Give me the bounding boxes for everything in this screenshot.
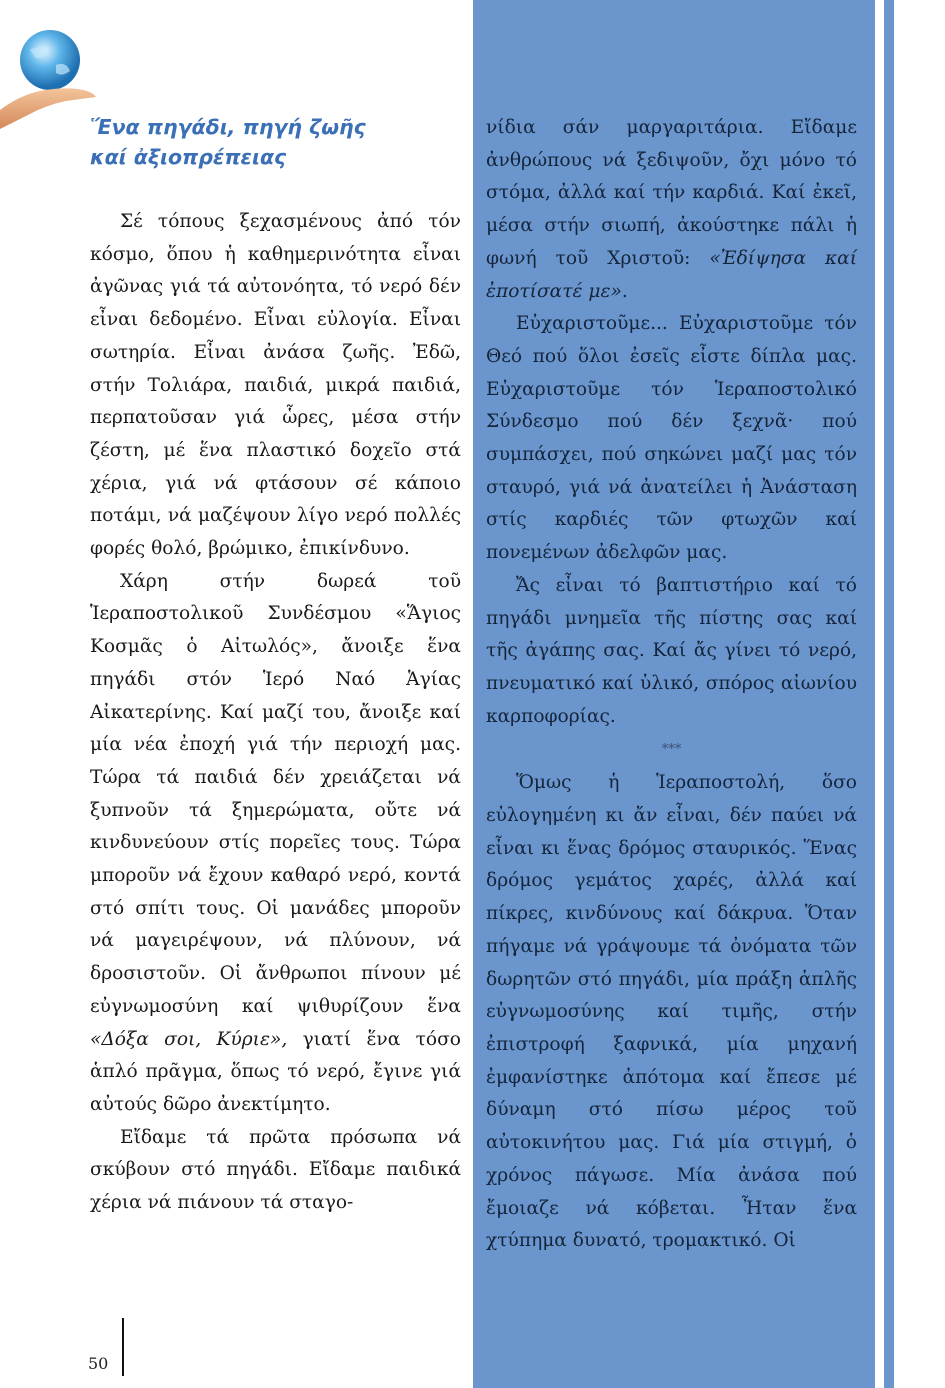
paragraph xyxy=(90,566,461,1122)
paragraph-text: νίδια σάν μαργαριτάρια. Εἴδαμε ἀνθρώπους νά ξεδιψοῦν, ὄχι μόνο τό στόμα, ἀλλά καί τήν καρδιά. Καί ἐκεῖ, μέσα στήν σιωπή, ἀκούστηκε πάλι ἡ φωνή τοῦ Χριστοῦ: xyxy=(486,117,857,269)
edge-stripe-white xyxy=(875,0,884,1388)
page-number-rule xyxy=(122,1318,124,1376)
page-number: 50 xyxy=(88,1354,109,1373)
paragraph: Εἴδαμε τά πρῶτα πρόσωπα νά σκύβουν στό πηγάδι. Εἴδαμε παιδικά χέρια νά πιάνουν τά σταγο- xyxy=(90,1126,461,1214)
quote-doxa: «Δόξα σοι, Κύριε», xyxy=(90,1028,288,1050)
left-body-text xyxy=(90,206,461,1220)
paragraph xyxy=(486,112,857,308)
article-title-line2: καί ἀξιοπρέπειας xyxy=(90,145,287,169)
paragraph-text: . xyxy=(621,280,628,302)
paragraph: Σέ τόπους ξεχασμένους ἀπό τόν κόσμο, ὅπου ἡ καθημερινότητα εἶναι ἀγῶνας γιά τά αὐτονόητα, τό νερό δέν εἶναι δεδομένο. Εἶναι εὐλογία. Εἶναι σωτηρία. Εἶναι ἀνάσα ζωῆς. Ἐδῶ, στήν Τολιάρα, παιδιά, μικρά παιδιά, περπατοῦσαν γιά ὧρες, μέσα στήν ζέστη, μέ ἕνα πλαστικό δοχεῖο στά χέρια, γιά νά φτάσουν σέ κάποιο ποτάμι, νά μαζέψουν λίγο νερό πολλές φορές θολό, βρώμικο, ἐπικίνδυνο. xyxy=(90,211,461,560)
paragraph-text: γιατί ἕνα τόσο ἁπλό πρᾶγμα, ὅπως τό νερό, ἔγινε γιά αὐτούς δῶρο ἀνεκτίμητο. xyxy=(90,1028,461,1115)
globe-in-hand-logo xyxy=(0,25,100,130)
paragraph: Ἄς εἶναι τό βαπτιστήριο καί τό πηγάδι μνημεῖα τῆς πίστης σας καί τῆς ἀγάπης σας. Καί ἄς γίνει τό νερό, πνευματικό καί ὑλικό, σπόρος αἰωνίου καρποφορίας. xyxy=(486,574,857,727)
paragraph: Ὅμως ἡ Ἱεραποστολή, ὅσο εὐλογημένη κι ἄν εἶναι, δέν παύει νά εἶναι κι ἕνας δρόμος σταυρικός. Ἕνας δρόμος γεμάτος χαρές, ἀλλά καί πίκρες, κινδύνους καί δάκρυα. Ὅταν πήγαμε νά γράψουμε τά ὀνόματα τῶν δωρητῶν στό πηγάδι, μία πράξη ἁπλῆς εὐγνωμοσύνης καί τιμῆς, στήν ἐπιστροφή ξαφνικά, μία μηχανή ἐμφανίστηκε ἀπότομα καί ἔπεσε μέ δύναμη στό πίσω μέρος τοῦ αὐτοκινήτου μας. Γιά μία στιγμή, ὁ χρόνος πάγωσε. Μία ἀνάσα πού ἔμοιαζε νά κόβεται. Ἦταν ἕνα χτύπημα δυνατό, τρομακτικό. Οἱ xyxy=(486,772,857,1252)
quote-edipsisa: «Ἐδίψησα καί ἐποτίσατέ με» xyxy=(486,247,857,302)
section-separator: *** xyxy=(661,742,682,758)
left-column xyxy=(90,112,461,1220)
paragraph: Εὐχαριστοῦμε... Εὐχαριστοῦμε τόν Θεό πού ὅλοι ἐσεῖς εἶστε δίπλα μας. Εὐχαριστοῦμε τόν Ἱεραποστολικό Σύνδεσμο πού δέν ξεχνᾶ· πού συμπάσχει, πού σηκώνει μαζί μας τόν σταυρό, γιά νά ἀνατείλει ἡ Ἀνάσταση στίς καρδιές τῶν φτωχῶν καί πονεμένων ἀδελφῶν μας. xyxy=(486,313,857,564)
right-column xyxy=(486,112,857,1258)
edge-stripe-blue xyxy=(884,0,894,1388)
globe-in-hand-icon xyxy=(0,25,100,130)
article-title xyxy=(90,112,461,172)
paragraph-text: Χάρη στήν δωρεά τοῦ Ἱεραποστολικοῦ Συνδέσμου «Ἅγιος Κοσμᾶς ὁ Αἰτωλός», ἄνοιξε ἕνα πηγάδι στόν Ἱερό Ναό Ἁγίας Αἰκατερίνης. Καί μαζί του, ἄνοιξε καί μία νέα ἐποχή γιά τήν περιοχή μας. Τώρα τά παιδιά δέν χρειάζεται νά ξυπνοῦν τά ξημερώματα, οὔτε νά κινδυνεύουν στίς πορεῖες τους. Τώρα μποροῦν νά ἔχουν καθαρό νερό, κοντά στό σπίτι τους. Οἱ μανάδες μποροῦν νά μαγειρέψουν, νά πλύνουν, νά δροσιστοῦν. Οἱ ἄνθρωποι πίνουν μέ εὐγνωμοσύνη καί ψιθυρίζουν ἕνα xyxy=(90,570,461,1017)
article-title-line1: Ἕνα πηγάδι, πηγή ζωῆς xyxy=(90,115,366,139)
